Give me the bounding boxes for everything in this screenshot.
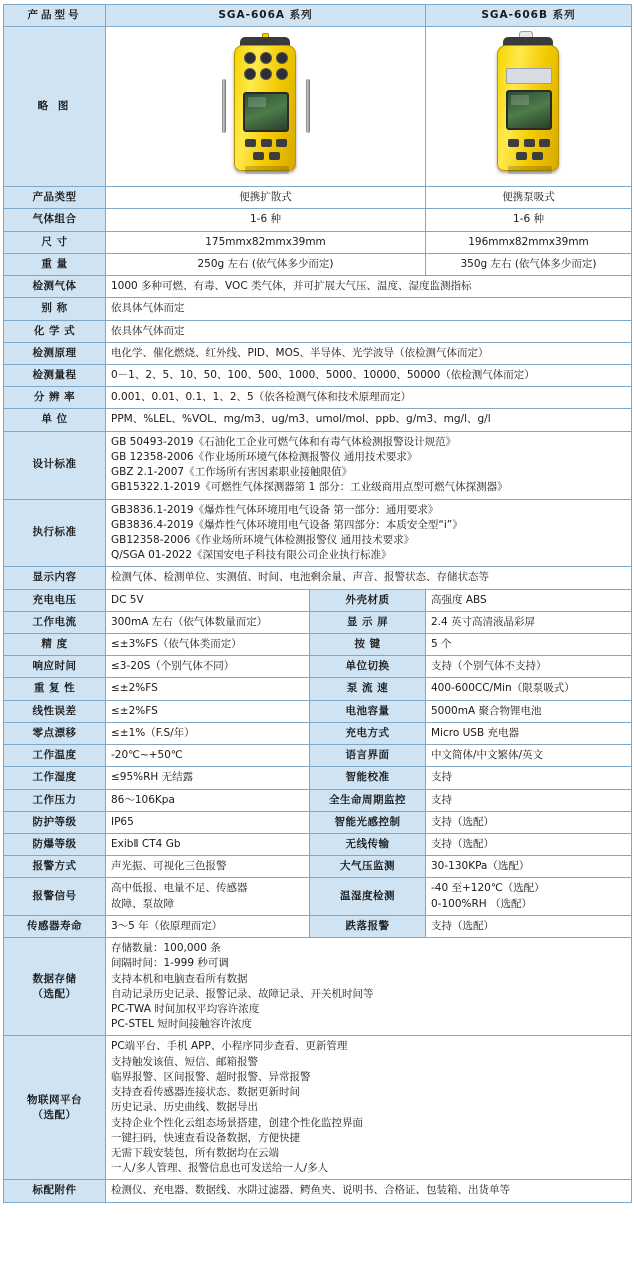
table-row-model xyxy=(4,5,632,27)
table-row-alarm-signal xyxy=(4,878,632,915)
row-value-right: 高强度 ABS xyxy=(426,589,632,611)
portable-pump-gas-detector-icon xyxy=(481,33,577,175)
row-label-right: 大气压监测 xyxy=(310,856,426,878)
row-value: 电化学、催化燃烧、红外线、PID、MOS、半导体、光学波导（依检测气体而定） xyxy=(106,342,632,364)
row-value-right: 支持 xyxy=(426,789,632,811)
row-value: 依具体气体而定 xyxy=(106,298,632,320)
row-label-left: 响应时间 xyxy=(4,656,106,678)
portable-diffusion-gas-detector-icon xyxy=(218,33,314,175)
row-label: 化 学 式 xyxy=(4,320,106,342)
row-value-right: 2.4 英寸高清液晶彩屏 xyxy=(426,611,632,633)
table-row-accessories xyxy=(4,1180,632,1202)
iot-line: 支持查看传感器连接状态、数据更新时间 xyxy=(111,1086,300,1099)
table-row-zero-drift xyxy=(4,722,632,744)
table-row-working-temperature xyxy=(4,745,632,767)
accessories-value: 检测仪、充电器、数据线、水阱过滤器、鳄鱼夹、说明书、合格证、包装箱、出货单等 xyxy=(106,1180,632,1202)
data-storage-label xyxy=(4,938,106,1036)
row-label-right: 泵 流 速 xyxy=(310,678,426,700)
row-label-right: 充电方式 xyxy=(310,722,426,744)
row-value-b: 196mmx82mmx39mm xyxy=(426,231,632,253)
accessories-label: 标配附件 xyxy=(4,1180,106,1202)
row-label: 别 称 xyxy=(4,298,106,320)
row-label-left: 线性误差 xyxy=(4,700,106,722)
iot-line: 支持企业个性化云组态场景搭建，创建个性化监控界面 xyxy=(111,1116,363,1129)
model-col-b: SGA-606B 系列 xyxy=(426,5,632,27)
row-label-right: 电池容量 xyxy=(310,700,426,722)
row-value-left: 300mA 左右（依气体数量而定） xyxy=(106,611,310,633)
table-row-design-standard xyxy=(4,431,632,499)
row-label: 尺 寸 xyxy=(4,231,106,253)
row-value-left: DC 5V xyxy=(106,589,310,611)
table-row-resolution xyxy=(4,387,632,409)
table-row-iot-platform xyxy=(4,1036,632,1180)
table-row-detect-gas xyxy=(4,276,632,298)
standard-line: GB3836.1-2019《爆炸性气体环境用电气设备 第一部分：通用要求》 xyxy=(111,503,439,516)
row-label-left: 零点漂移 xyxy=(4,722,106,744)
table-row-protection-level xyxy=(4,811,632,833)
row-value-a: 便携扩散式 xyxy=(106,187,426,209)
row-label: 单 位 xyxy=(4,409,106,431)
table-row-product-type xyxy=(4,187,632,209)
diagram-label: 略 图 xyxy=(4,27,106,187)
temp-humidity-value xyxy=(426,878,632,915)
temp-humidity-line: 0-100%RH （选配） xyxy=(431,897,533,910)
temp-humidity-label: 温湿度检测 xyxy=(310,878,426,915)
data-storage-value xyxy=(106,938,632,1036)
data-storage-label-line2: （选配） xyxy=(32,987,77,1000)
table-row-formula xyxy=(4,320,632,342)
row-value-left: ≤3-20S（个别气体不同） xyxy=(106,656,310,678)
row-value: 1000 多种可燃、有毒、VOC 类气体，并可扩展大气压、温度、湿度监测指标 xyxy=(106,276,632,298)
standard-line: GB12358-2006《作业场所环境气体检测报警仪 通用技术要求》 xyxy=(111,533,415,546)
row-label-right: 智能校准 xyxy=(310,767,426,789)
row-label-right: 语言界面 xyxy=(310,745,426,767)
row-label-left: 工作电流 xyxy=(4,611,106,633)
design-standard-value xyxy=(106,431,632,499)
table-row-repeatability xyxy=(4,678,632,700)
row-label: 检测气体 xyxy=(4,276,106,298)
row-value-right: 30-130KPa（选配） xyxy=(426,856,632,878)
row-value: PPM、%LEL、%VOL、mg/m3、ug/m3、umol/mol、ppb、g/m3、mg/l、g/l xyxy=(106,409,632,431)
table-row-alias xyxy=(4,298,632,320)
table-row-range xyxy=(4,364,632,386)
row-label-right: 按 键 xyxy=(310,634,426,656)
alarm-signal-line: 故障、泵故障 xyxy=(111,897,174,910)
alarm-signal-value xyxy=(106,878,310,915)
storage-line: 自动记录历史记录、报警记录、故障记录、开关机时间等 xyxy=(111,987,374,1000)
row-value-a: 175mmx82mmx39mm xyxy=(106,231,426,253)
table-row-working-current xyxy=(4,611,632,633)
row-label-left: 重 复 性 xyxy=(4,678,106,700)
specification-table xyxy=(3,4,632,1203)
table-row-display-content xyxy=(4,567,632,589)
row-value-b: 1-6 种 xyxy=(426,209,632,231)
iot-line: PC端平台、手机 APP、小程序同步查看、更新管理 xyxy=(111,1040,348,1053)
data-storage-label-line1: 数据存储 xyxy=(32,972,77,985)
alarm-signal-line: 高中低报、电量不足、传感器 xyxy=(111,882,248,895)
row-label-right: 全生命周期监控 xyxy=(310,789,426,811)
iot-line: 支持触发该值、短信、邮箱报警 xyxy=(111,1055,258,1068)
standard-line: Q/SGA 01-2022《深国安电子科技有限公司企业执行标准》 xyxy=(111,549,392,562)
exec-standard-value xyxy=(106,499,632,567)
row-value-a: 250g 左右 (依气体多少而定) xyxy=(106,253,426,275)
table-row-alarm-mode xyxy=(4,856,632,878)
row-label-left: 工作温度 xyxy=(4,745,106,767)
row-value-left: 86～106Kpa xyxy=(106,789,310,811)
row-value-right: 支持（个别气体不支持） xyxy=(426,656,632,678)
standard-line: GB 12358-2006《作业场所环境气体检测报警仪 通用技术要求》 xyxy=(111,450,418,463)
storage-line: PC-STEL 短时间接触容许浓度 xyxy=(111,1018,252,1031)
row-label-right: 无线传输 xyxy=(310,834,426,856)
row-label-right: 智能光感控制 xyxy=(310,811,426,833)
row-value-right: 400-600CC/Min（限泵吸式） xyxy=(426,678,632,700)
drop-alarm-label: 跌落报警 xyxy=(310,915,426,937)
row-value-left: ≤95%RH 无结露 xyxy=(106,767,310,789)
row-label: 产品类型 xyxy=(4,187,106,209)
model-label: 产品型号 xyxy=(4,5,106,27)
row-label: 重 量 xyxy=(4,253,106,275)
table-row-linear-error xyxy=(4,700,632,722)
table-row-diagram xyxy=(4,27,632,187)
standard-line: GB15322.1-2019《可燃性气体探测器第 1 部分：工业级商用点型可燃气体探测器》 xyxy=(111,481,508,494)
row-value-b: 便携泵吸式 xyxy=(426,187,632,209)
design-standard-label: 设计标准 xyxy=(4,431,106,499)
table-row-unit xyxy=(4,409,632,431)
row-value-left: ≤±2%FS xyxy=(106,700,310,722)
table-row-principle xyxy=(4,342,632,364)
standard-line: GB3836.4-2019《爆炸性气体环境用电气设备 第四部分：本质安全型“i”》 xyxy=(111,518,463,531)
row-label-right: 显 示 屏 xyxy=(310,611,426,633)
alarm-signal-label: 报警信号 xyxy=(4,878,106,915)
display-content-label: 显示内容 xyxy=(4,567,106,589)
row-label-right: 单位切换 xyxy=(310,656,426,678)
table-row-data-storage xyxy=(4,938,632,1036)
row-label-left: 防爆等级 xyxy=(4,834,106,856)
table-row-exec-standard xyxy=(4,499,632,567)
iot-platform-value xyxy=(106,1036,632,1180)
drop-alarm-value: 支持（选配） xyxy=(426,915,632,937)
table-row-response-time xyxy=(4,656,632,678)
row-value-left: IP65 xyxy=(106,811,310,833)
storage-line: 存储数量：100,000 条 xyxy=(111,942,221,955)
storage-line: 间隔时间：1-999 秒可调 xyxy=(111,957,229,970)
iot-line: 一键扫码，快速查看设备数据，方便快捷 xyxy=(111,1131,300,1144)
row-label-right: 外壳材质 xyxy=(310,589,426,611)
row-value-b: 350g 左右 (依气体多少而定) xyxy=(426,253,632,275)
model-col-a: SGA-606A 系列 xyxy=(106,5,426,27)
row-value: 0－1、2、5、10、50、100、500、1000、5000、10000、50000（依检测气体而定） xyxy=(106,364,632,386)
table-row-explosion-level xyxy=(4,834,632,856)
standard-line: GBZ 2.1-2007《工作场所有害因素职业接触限值》 xyxy=(111,466,353,479)
table-row-accuracy xyxy=(4,634,632,656)
row-value-right: 5000mA 聚合物锂电池 xyxy=(426,700,632,722)
iot-line: 一人/多人管理、报警信息也可发送给一人/多人 xyxy=(111,1162,329,1175)
row-value: 0.001、0.01、0.1、1、2、5（依各检测气体和技术原理而定） xyxy=(106,387,632,409)
iot-line: 临界报警、区间报警、超时报警、异常报警 xyxy=(111,1070,311,1083)
row-label-left: 工作湿度 xyxy=(4,767,106,789)
row-label: 检测量程 xyxy=(4,364,106,386)
row-label-left: 报警方式 xyxy=(4,856,106,878)
table-row-sensor-life xyxy=(4,915,632,937)
table-row-working-pressure xyxy=(4,789,632,811)
row-label: 气体组合 xyxy=(4,209,106,231)
row-value-left: -20℃~+50℃ xyxy=(106,745,310,767)
iot-line: 历史记录、历史曲线、数据导出 xyxy=(111,1101,258,1114)
table-row-gas-combo xyxy=(4,209,632,231)
exec-standard-label: 执行标准 xyxy=(4,499,106,567)
iot-label-line1: 物联网平台 xyxy=(27,1093,82,1106)
row-label: 检测原理 xyxy=(4,342,106,364)
row-value-left: ≤±1%（F.S/年） xyxy=(106,722,310,744)
row-value-right: 支持（选配） xyxy=(426,811,632,833)
row-label-left: 防护等级 xyxy=(4,811,106,833)
row-value-a: 1-6 种 xyxy=(106,209,426,231)
device-image-b xyxy=(426,27,632,187)
row-value-right: 支持 xyxy=(426,767,632,789)
storage-line: PC-TWA 时间加权平均容许浓度 xyxy=(111,1002,260,1015)
row-value-left: ≤±2%FS xyxy=(106,678,310,700)
standard-line: GB 50493-2019《石油化工企业可燃气体和有毒气体检测报警设计规范》 xyxy=(111,435,457,448)
row-value-right: Micro USB 充电器 xyxy=(426,722,632,744)
row-label: 分 辨 率 xyxy=(4,387,106,409)
iot-label-line2: （选配） xyxy=(32,1108,77,1121)
device-image-a xyxy=(106,27,426,187)
row-value-right: 5 个 xyxy=(426,634,632,656)
storage-line: 支持本机和电脑查看所有数据 xyxy=(111,972,248,985)
iot-platform-label xyxy=(4,1036,106,1180)
table-row-charge-voltage xyxy=(4,589,632,611)
row-label-left: 充电电压 xyxy=(4,589,106,611)
table-row-weight xyxy=(4,253,632,275)
row-label-left: 精 度 xyxy=(4,634,106,656)
table-row-working-humidity xyxy=(4,767,632,789)
row-label-left: 工作压力 xyxy=(4,789,106,811)
row-value-left: ≤±3%FS（依气体类而定） xyxy=(106,634,310,656)
row-value-right: 中文简体/中文繁体/英文 xyxy=(426,745,632,767)
row-value-right: 支持（选配） xyxy=(426,834,632,856)
row-value-left: ExibⅡ CT4 Gb xyxy=(106,834,310,856)
sensor-life-value: 3～5 年（依原理而定） xyxy=(106,915,310,937)
row-value: 依具体气体而定 xyxy=(106,320,632,342)
temp-humidity-line: -40 至+120℃（选配） xyxy=(431,882,545,895)
display-content-value: 检测气体、检测单位、实测值、时间、电池剩余量、声音、报警状态、存储状态等 xyxy=(106,567,632,589)
iot-line: 无需下载安装包，所有数据均在云端 xyxy=(111,1146,279,1159)
row-value-left: 声光振、可视化三色报警 xyxy=(106,856,310,878)
table-row-size xyxy=(4,231,632,253)
sensor-life-label: 传感器寿命 xyxy=(4,915,106,937)
